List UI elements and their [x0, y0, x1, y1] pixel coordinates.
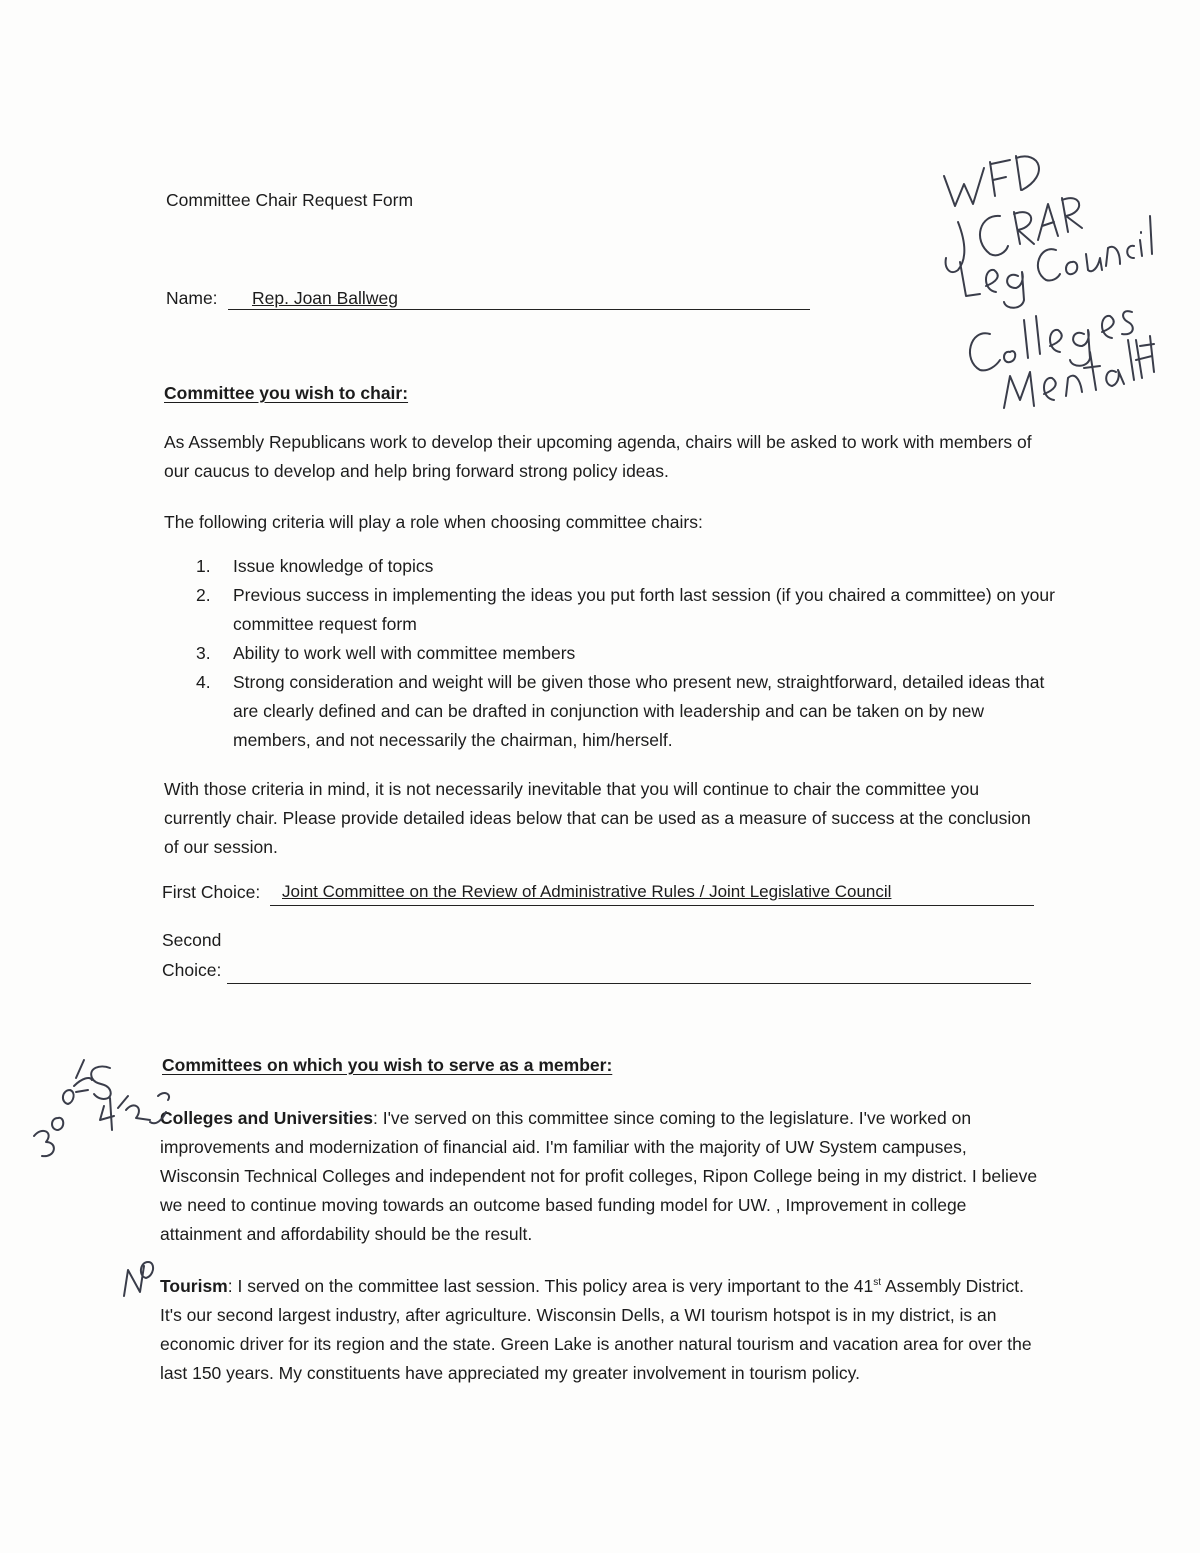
list-text: Ability to work well with committee members — [233, 643, 576, 663]
colleges-entry-text: : I've served on this committee since coming to the legislature. I've worked on improvements and modernization of financial aid. I'm familiar with the majority of UW System campuses, Wisconsin Technical Colleges and independent not for profit colleges, Ripon College being in my district. I believe we need to continue moving towards an outcome based funding model for UW. , Improvement in college attainment and affordability should be the result. — [160, 1108, 1038, 1244]
list-number: 3. — [196, 643, 211, 663]
chair-heading: Committee you wish to chair: — [164, 383, 409, 403]
handwritten-mark-tourism — [124, 1262, 153, 1296]
second-choice-label: Second — [162, 930, 222, 950]
criteria-intro: The following criteria will play a role when choosing committee chairs: — [164, 512, 703, 532]
tourism-entry-text-1: : I served on the committee last session. This policy area is very important to the 41 — [227, 1275, 874, 1296]
list-text: Strong consideration and weight will be given those who present new, straightforward, detailed ideas that are clearly defined and can be drafted in conjunction with leadership and can be taken on by new members, and not necessarily the chairman, him/herself. — [233, 672, 1045, 750]
first-choice-value: Joint Committee on the Review of Administrative Rules / Joint Legislative Council — [282, 882, 892, 901]
list-number: 1. — [196, 556, 211, 576]
name-label: Name: — [166, 288, 218, 308]
handwritten-note-3-of-5 — [34, 1060, 111, 1156]
tourism-entry-text-2: Assembly District. It's our second largest industry, after agriculture. Wisconsin Dells, a WI tourism hotspot is in my district, is an economic driver for its region and the state. Green Lake is another natural tourism and vacation area for over the last 150 years. My constituents have appreciated my greater involvement in tourism policy. — [160, 1275, 1032, 1383]
handwritten-note-wfd — [944, 156, 1039, 206]
form-title: Committee Chair Request Form — [166, 190, 414, 210]
first-choice-label: First Choice: — [162, 882, 261, 902]
handwritten-note-jcrar — [946, 198, 1082, 272]
list-text: Issue knowledge of topics — [233, 556, 434, 576]
list-number: 4. — [196, 672, 211, 692]
tourism-entry-sup: st — [873, 1277, 882, 1288]
list-number: 2. — [196, 585, 211, 605]
name-value: Rep. Joan Ballweg — [252, 288, 398, 308]
tourism-entry-name: Tourism — [160, 1275, 228, 1296]
criteria-outro: With those criteria in mind, it is not necessarily inevitable that you will continue to chair the committee you currently chair. Please provide detailed ideas below that can be used as a measure of success at the conclusion of our session. — [164, 779, 1031, 857]
colleges-entry-name: Colleges and Universities — [160, 1108, 373, 1128]
handwritten-note-colleges — [970, 311, 1133, 370]
intro-paragraph: As Assembly Republicans work to develop their upcoming agenda, chairs will be asked to work with members of our caucus to develop and help bring forward strong policy ideas. — [164, 432, 1032, 481]
second-choice-label-2: Choice: — [162, 960, 222, 980]
list-text: Previous success in implementing the ideas you put forth last session (if you chaired a committee) on your committee request form — [233, 585, 1055, 634]
member-heading: Committees on which you wish to serve as a member: — [162, 1055, 613, 1075]
handwritten-mark-colleges — [100, 1093, 169, 1130]
